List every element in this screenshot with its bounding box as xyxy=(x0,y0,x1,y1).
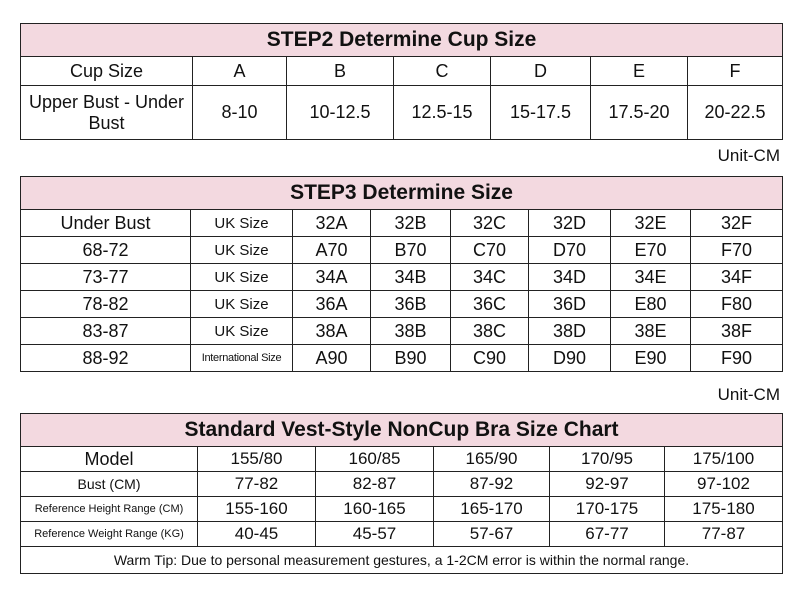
size-cell: 36C xyxy=(451,291,529,318)
model-cell: 170/95 xyxy=(550,447,665,472)
height-cell: 160-165 xyxy=(316,497,434,522)
size-header: 32D xyxy=(529,210,611,237)
under-bust-header: Under Bust xyxy=(21,210,191,237)
cup-cell: A xyxy=(193,57,287,86)
size-cell: E80 xyxy=(611,291,691,318)
cup-cell: B xyxy=(287,57,394,86)
size-cell: F80 xyxy=(691,291,783,318)
size-cell: 38A xyxy=(293,318,371,345)
unit-label: Unit-CM xyxy=(717,385,780,404)
model-cell: 165/90 xyxy=(434,447,550,472)
size-cell: 38C xyxy=(451,318,529,345)
size-cell: C90 xyxy=(451,345,529,372)
size-cell: 34D xyxy=(529,264,611,291)
size-cell: 36D xyxy=(529,291,611,318)
size-header: 32B xyxy=(371,210,451,237)
size-cell: C70 xyxy=(451,237,529,264)
cup-cell: E xyxy=(591,57,688,86)
height-cell: 170-175 xyxy=(550,497,665,522)
size-cell: F90 xyxy=(691,345,783,372)
unit-label: Unit-CM xyxy=(717,146,780,165)
under-bust-range: 68-72 xyxy=(21,237,191,264)
size-cell: 38B xyxy=(371,318,451,345)
size-cell: B70 xyxy=(371,237,451,264)
bust-cell: 92-97 xyxy=(550,472,665,497)
size-cell: A70 xyxy=(293,237,371,264)
bust-cell: 82-87 xyxy=(316,472,434,497)
model-label: Model xyxy=(21,447,198,472)
cup-size-table xyxy=(20,23,783,140)
size-cell: D90 xyxy=(529,345,611,372)
weight-cell: 45-57 xyxy=(316,522,434,547)
cup-cell: C xyxy=(394,57,491,86)
size-cell: 38E xyxy=(611,318,691,345)
size-cell: 38F xyxy=(691,318,783,345)
range-cell: 17.5-20 xyxy=(591,86,688,140)
size-cell: 36A xyxy=(293,291,371,318)
size-cell: E90 xyxy=(611,345,691,372)
model-cell: 175/100 xyxy=(665,447,783,472)
size-cell: 34C xyxy=(451,264,529,291)
height-cell: 175-180 xyxy=(665,497,783,522)
size-cell: 34B xyxy=(371,264,451,291)
size-title: STEP3 Determine Size xyxy=(21,177,783,210)
weight-cell: 77-87 xyxy=(665,522,783,547)
weight-cell: 67-77 xyxy=(550,522,665,547)
size-cell: A90 xyxy=(293,345,371,372)
uk-size-label: UK Size xyxy=(191,318,293,345)
uk-size-label: UK Size xyxy=(191,291,293,318)
weight-label: Reference Weight Range (KG) xyxy=(21,522,198,547)
uk-size-label: UK Size xyxy=(191,237,293,264)
size-table xyxy=(20,176,783,372)
upper-under-bust-label: Upper Bust - Under Bust xyxy=(21,86,193,140)
international-size-label: International Size xyxy=(191,345,293,372)
size-cell: D70 xyxy=(529,237,611,264)
weight-cell: 57-67 xyxy=(434,522,550,547)
under-bust-range: 78-82 xyxy=(21,291,191,318)
model-cell: 160/85 xyxy=(316,447,434,472)
range-cell: 10-12.5 xyxy=(287,86,394,140)
warm-tip: Warm Tip: Due to personal measurement gestures, a 1-2CM error is within the normal range. xyxy=(21,547,783,574)
size-cell: B90 xyxy=(371,345,451,372)
range-cell: 8-10 xyxy=(193,86,287,140)
cup-size-label: Cup Size xyxy=(21,57,193,86)
vest-title: Standard Vest-Style NonCup Bra Size Chart xyxy=(21,414,783,447)
size-cell: 38D xyxy=(529,318,611,345)
cup-cell: D xyxy=(491,57,591,86)
bust-cell: 87-92 xyxy=(434,472,550,497)
bust-cell: 97-102 xyxy=(665,472,783,497)
height-label: Reference Height Range (CM) xyxy=(21,497,198,522)
height-cell: 165-170 xyxy=(434,497,550,522)
range-cell: 12.5-15 xyxy=(394,86,491,140)
size-cell: E70 xyxy=(611,237,691,264)
weight-cell: 40-45 xyxy=(198,522,316,547)
size-cell: 34E xyxy=(611,264,691,291)
size-header: 32F xyxy=(691,210,783,237)
size-cell: 34A xyxy=(293,264,371,291)
cup-cell: F xyxy=(688,57,783,86)
size-header: 32C xyxy=(451,210,529,237)
height-cell: 155-160 xyxy=(198,497,316,522)
bust-label: Bust (CM) xyxy=(21,472,198,497)
under-bust-range: 73-77 xyxy=(21,264,191,291)
size-header: 32E xyxy=(611,210,691,237)
range-cell: 20-22.5 xyxy=(688,86,783,140)
size-header: 32A xyxy=(293,210,371,237)
size-cell: F70 xyxy=(691,237,783,264)
under-bust-range: 88-92 xyxy=(21,345,191,372)
cup-size-title: STEP2 Determine Cup Size xyxy=(21,24,783,57)
under-bust-range: 83-87 xyxy=(21,318,191,345)
uk-size-label: UK Size xyxy=(191,264,293,291)
size-cell: 36B xyxy=(371,291,451,318)
model-cell: 155/80 xyxy=(198,447,316,472)
vest-bra-size-table xyxy=(20,413,783,574)
range-cell: 15-17.5 xyxy=(491,86,591,140)
bust-cell: 77-82 xyxy=(198,472,316,497)
size-cell: 34F xyxy=(691,264,783,291)
uk-size-header: UK Size xyxy=(191,210,293,237)
